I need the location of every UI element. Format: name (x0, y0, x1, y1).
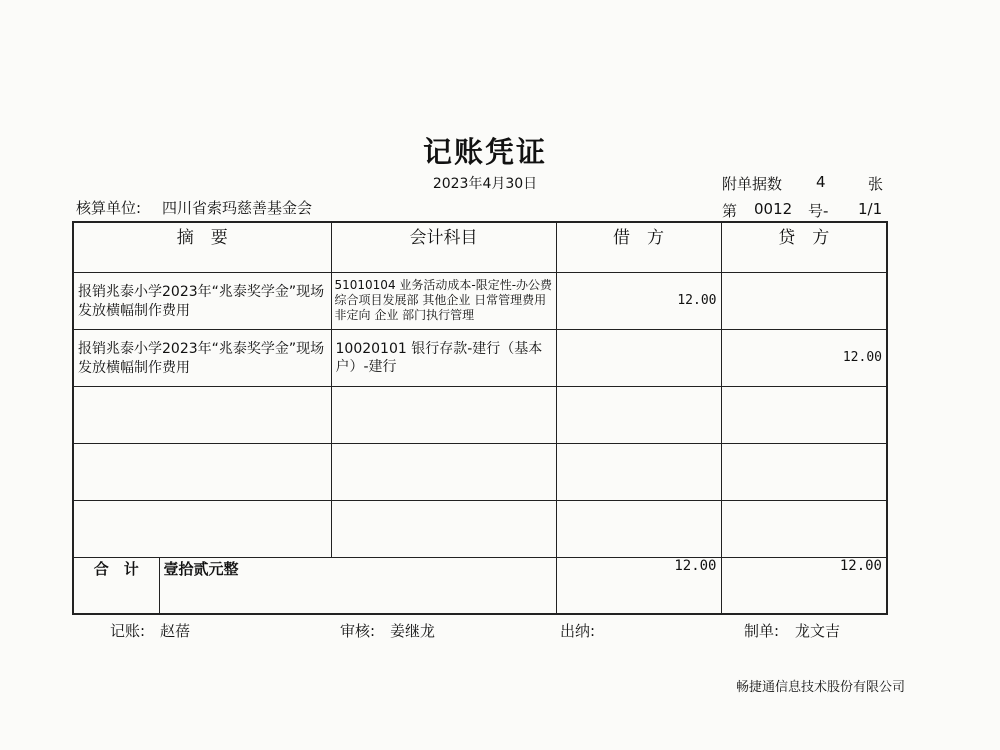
header-row (73, 222, 887, 273)
preparer-label: 制单: (744, 622, 780, 640)
entry-account: 10020101 银行存款-建行（基本户）-建行 (331, 330, 556, 387)
unit-label: 核算单位: (76, 199, 142, 217)
entry-credit: 12.00 (721, 330, 887, 387)
voucher-page: 1/1 (858, 200, 883, 218)
voucher-number: 0012 (754, 200, 793, 218)
header-debit: 借 方 (556, 222, 721, 273)
header-summary: 摘 要 (73, 222, 331, 273)
total-credit: 12.00 (721, 558, 887, 615)
unit-name: 四川省索玛慈善基金会 (162, 199, 313, 217)
empty-row (73, 387, 887, 444)
empty-row (73, 444, 887, 501)
attachments-label: 附单据数 (722, 175, 783, 193)
total-row (73, 558, 887, 615)
voucher-date: 2023年4月30日 (432, 176, 538, 192)
preparer-name: 龙文吉 (795, 622, 841, 640)
auditor-name: 姜继龙 (390, 622, 436, 640)
bookkeeper-label: 记账: (110, 622, 146, 640)
software-vendor: 畅捷通信息技术股份有限公司 (736, 680, 906, 695)
entry-debit (556, 330, 721, 387)
auditor-label: 审核: (340, 622, 376, 640)
number-prefix: 第 (722, 202, 738, 220)
entry-debit: 12.00 (556, 273, 721, 330)
cashier-label: 出纳: (560, 622, 596, 640)
attachments-unit: 张 (868, 175, 884, 193)
header-account: 会计科目 (331, 222, 556, 273)
voucher-table (72, 221, 888, 615)
bookkeeper-name: 赵蓓 (160, 622, 191, 640)
entry-account: 51010104 业务活动成本-限定性-办公费 综合项目发展部 其他企业 日常管理费用 非定向 企业 部门执行管理 (331, 273, 556, 330)
entry-row (73, 330, 887, 387)
total-label: 合 计 (73, 558, 159, 615)
attachments-count: 4 (816, 173, 826, 191)
header-credit: 贷 方 (721, 222, 887, 273)
entry-credit (721, 273, 887, 330)
voucher-title: 记账凭证 (422, 135, 547, 169)
empty-row (73, 501, 887, 558)
number-suffix: 号- (808, 202, 829, 220)
total-debit: 12.00 (556, 558, 721, 615)
entry-summary: 报销兆泰小学2023年“兆泰奖学金”现场发放横幅制作费用 (73, 273, 331, 330)
entry-row (73, 273, 887, 330)
entry-summary: 报销兆泰小学2023年“兆泰奖学金”现场发放横幅制作费用 (73, 330, 331, 387)
total-amount-in-words: 壹拾贰元整 (159, 558, 556, 615)
